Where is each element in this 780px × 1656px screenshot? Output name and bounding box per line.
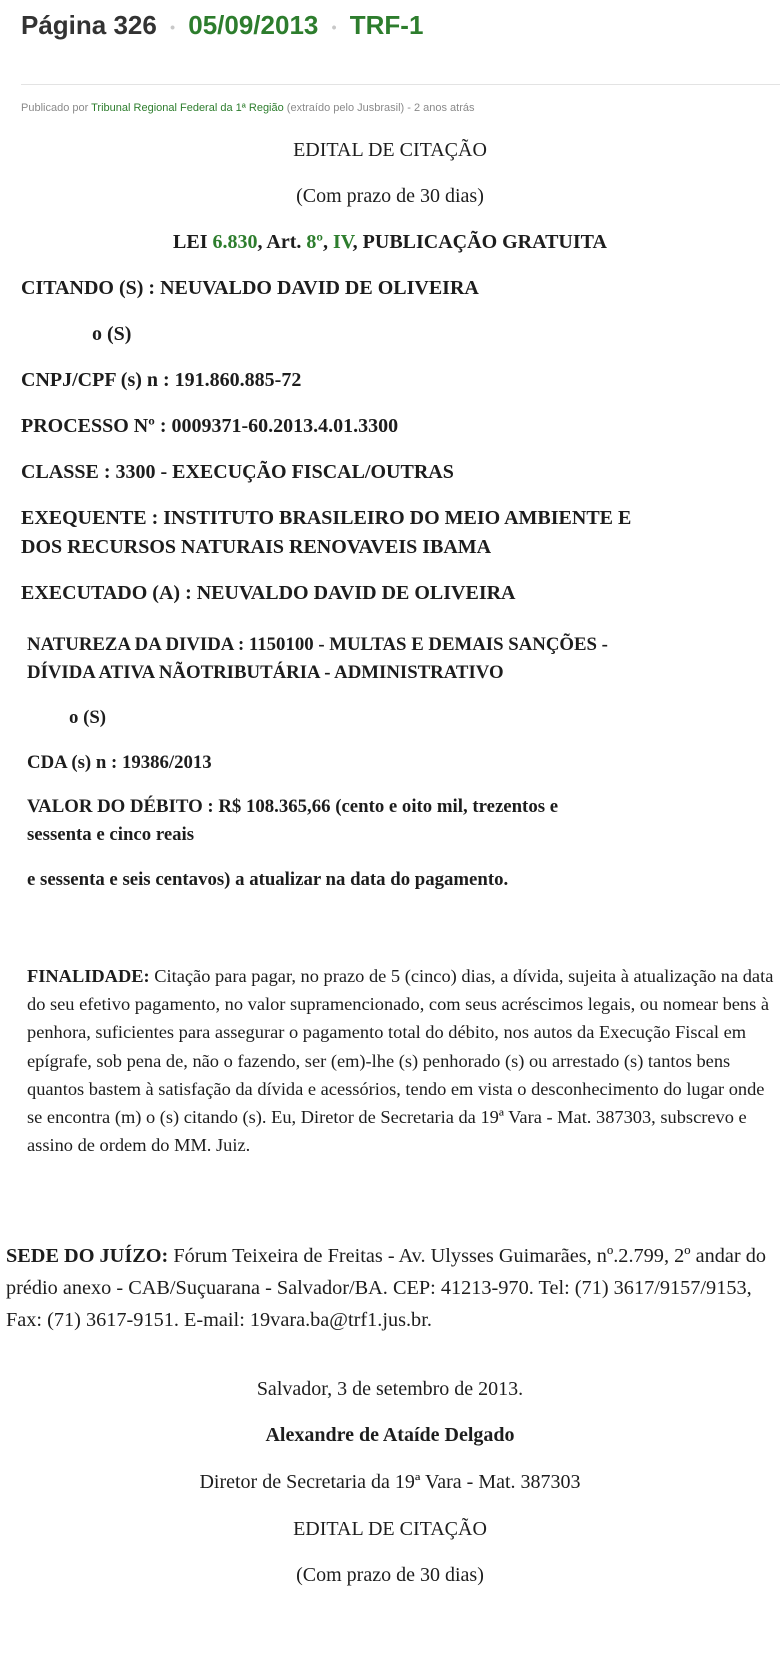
exequente-line: EXEQUENTE : INSTITUTO BRASILEIRO DO MEIO AMBIENTE E: [21, 507, 632, 529]
lei-suffix: , PUBLICAÇÃO GRATUITA: [352, 231, 607, 253]
classe-line: CLASSE : 3300 - EXECUÇÃO FISCAL/OUTRAS: [21, 461, 454, 483]
valor-line: e sessenta e seis centavos) a atualizar na data do pagamento.: [27, 869, 509, 890]
natureza-line: NATUREZA DA DIVIDA : 1150100 - MULTAS E DEMAIS SANÇÕES -: [27, 634, 608, 655]
published-suffix: (extraído pelo Jusbrasil) - 2 anos atrás: [283, 102, 475, 114]
lei-number-link[interactable]: 6.830: [212, 231, 258, 253]
document-prazo: (Com prazo de 30 dias): [296, 185, 484, 207]
document-title: EDITAL DE CITAÇÃO: [293, 139, 487, 161]
os-line: o (S): [92, 323, 132, 345]
citando-line: CITANDO (S) : NEUVALDO DAVID DE OLIVEIRA: [21, 277, 479, 299]
lei-article-link[interactable]: 8º: [306, 231, 324, 253]
signer-role: Diretor de Secretaria da 19ª Vara - Mat. 387303: [199, 1471, 581, 1493]
publisher-link[interactable]: Tribunal Regional Federal da 1ª Região: [91, 102, 284, 114]
natureza-line: DÍVIDA ATIVA NÃOTRIBUTÁRIA - ADMINISTRATIVO: [27, 662, 504, 683]
cda-line: CDA (s) n : 19386/2013: [27, 752, 212, 773]
signer-name: Alexandre de Ataíde Delgado: [265, 1424, 515, 1446]
lei-comma: ,: [323, 231, 334, 253]
document-title: EDITAL DE CITAÇÃO: [293, 1518, 487, 1540]
court-link[interactable]: TRF-1: [349, 10, 424, 40]
sede-paragraph: [6, 1240, 780, 1337]
sede-text: Fórum Teixeira de Freitas - Av. Ulysses Guimarães, nº.2.799, 2º andar do prédio anexo - CAB/Suçuarana - Salvador/BA. CEP: 41213-970. Tel: (71) 3617/9157/9153, Fax: (71) 3617-9151. E-mail: 19vara.ba@trf1.jus.br.: [6, 1245, 766, 1332]
valor-line: VALOR DO DÉBITO : R$ 108.365,66 (cento e oito mil, trezentos e: [27, 796, 559, 817]
exequente-line: DOS RECURSOS NATURAIS RENOVAVEIS IBAMA: [21, 536, 492, 558]
header-separator: •: [170, 19, 175, 36]
sede-label: SEDE DO JUÍZO:: [6, 1245, 169, 1267]
published-prefix: Publicado por: [21, 102, 92, 114]
local-date: Salvador, 3 de setembro de 2013.: [256, 1378, 524, 1400]
executado-line: EXECUTADO (A) : NEUVALDO DAVID DE OLIVEIRA: [21, 582, 516, 604]
valor-line: sessenta e cinco reais: [27, 824, 195, 845]
lei-art-text: , Art.: [257, 231, 307, 253]
os-line: o (S): [69, 707, 107, 728]
publication-info: [21, 102, 475, 114]
header-separator: •: [331, 19, 337, 36]
finalidade-label: FINALIDADE:: [27, 966, 150, 986]
header-divider: [21, 84, 780, 85]
lei-prefix: LEI: [173, 231, 213, 253]
processo-line: PROCESSO Nº : 0009371-60.2013.4.01.3300: [21, 415, 399, 437]
document-prazo: (Com prazo de 30 dias): [296, 1564, 484, 1586]
cnpj-line: CNPJ/CPF (s) n : 191.860.885-72: [21, 369, 302, 391]
page-number: Página 326: [21, 10, 157, 40]
page-header: [21, 10, 423, 41]
lei-line: [0, 231, 780, 254]
publication-date[interactable]: 05/09/2013: [188, 10, 319, 40]
finalidade-text: Citação para pagar, no prazo de 5 (cinco) dias, a dívida, sujeita à atualização na data do seu efetivo pagamento, no valor supramencionado, com seus acréscimos legais, ou nomear bens à penhora, suficientes para assegurar o pagamento total do débito, nos autos da Execução Fiscal em epígrafe, sob pena de, não o fazendo, ser (em)-lhe (s) penhorado (s) ou arrestado (s) tantos bens quantos bastem à satisfação da dívida e acessórios, tendo em vista o desconhecimento do lugar onde se encontra (m) o (s) citando (s). Eu, Diretor de Secretaria da 19ª Vara - Mat. 387303, subscrevo e assino de ordem do MM. Juiz.: [27, 966, 774, 1156]
finalidade-paragraph: [27, 962, 777, 1159]
lei-inciso-link[interactable]: IV: [333, 231, 353, 253]
